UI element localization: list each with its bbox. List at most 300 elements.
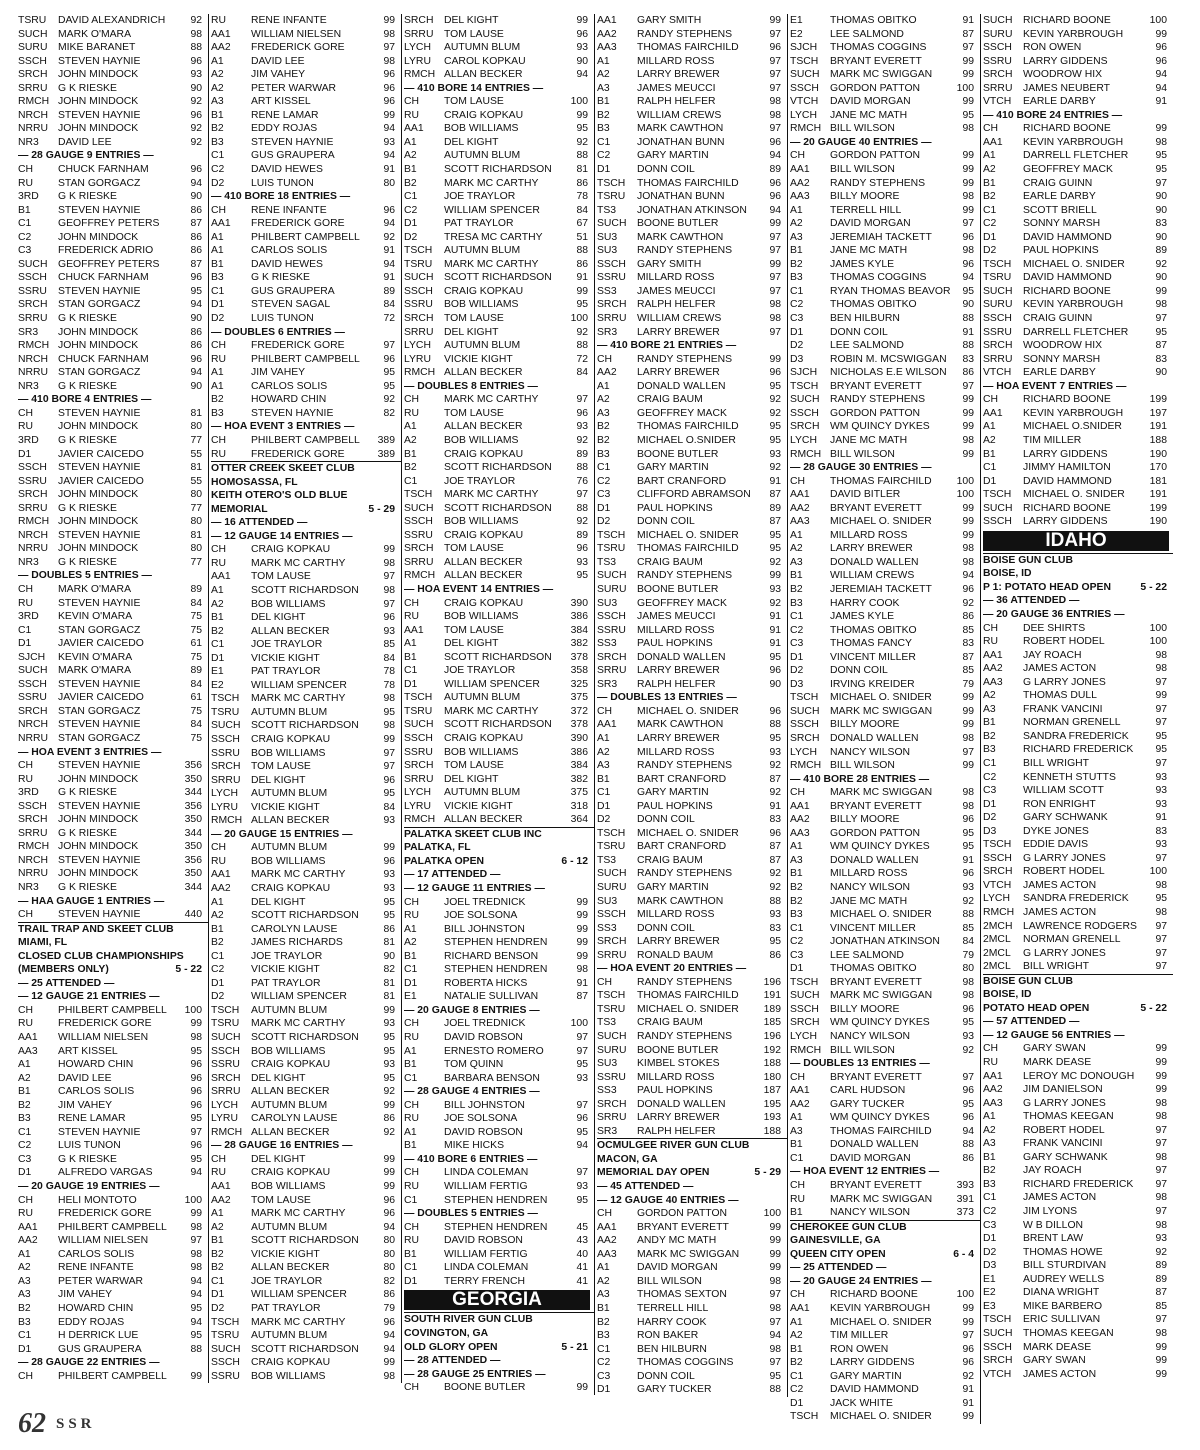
shooter-name: AUTUMN BLUM	[251, 842, 328, 854]
result-row	[790, 962, 980, 976]
shooter-name: WM QUINCY DYKES	[830, 1017, 930, 1029]
shooter-name: BILLY MOORE	[830, 814, 900, 826]
result-class: SUCH	[597, 1031, 627, 1043]
shooter-score: 378	[570, 719, 588, 731]
shooter-name: BOB WILLIAMS	[251, 1370, 326, 1382]
shooter-score: 99	[962, 1302, 974, 1314]
shooter-score: 75	[190, 611, 202, 623]
shooter-score: 99	[769, 353, 781, 365]
shooter-score: 191	[1149, 489, 1167, 501]
result-class: SSCH	[983, 42, 1012, 54]
shooter-score: 98	[190, 1248, 202, 1260]
result-class: VTCH	[790, 96, 819, 108]
shooter-score: 97	[1155, 1314, 1167, 1326]
shooter-score: 96	[383, 69, 395, 81]
result-class: B3	[790, 597, 803, 609]
shooter-score: 94	[1155, 82, 1167, 94]
result-row	[983, 1097, 1173, 1111]
shooter-score: 67	[576, 218, 588, 230]
shooter-score: 99	[962, 55, 974, 67]
shooter-name: WILLIAM CREWS	[830, 570, 915, 582]
shooter-name: DAVID LEE	[58, 1072, 112, 1084]
result-class: B2	[404, 177, 417, 189]
shooter-name: JANE MC MATH	[830, 434, 908, 446]
event-header: — 410 BORE 4 ENTRIES —	[18, 394, 152, 406]
shooter-name: NANCY WILSON	[830, 1207, 911, 1219]
shooter-name: LINDA COLEMAN	[444, 1262, 529, 1274]
shooter-score: 80	[190, 421, 202, 433]
shooter-name: THOMAS OBITKO	[830, 624, 917, 636]
result-class: SRCH	[983, 69, 1013, 81]
shooter-name: BOONE BUTLER	[637, 1044, 719, 1056]
shooter-name: BILL JOHNSTON	[444, 923, 525, 935]
shooter-name: CHUCK FARNHAM	[58, 164, 149, 176]
shooter-name: JONATHAN ATKINSON	[637, 204, 747, 216]
shooter-score: 91	[769, 638, 781, 650]
shooter-name: CARLOS SOLIS	[251, 245, 328, 257]
result-class: TSCH	[211, 1316, 240, 1328]
shooter-score: 75	[190, 651, 202, 663]
shooter-score: 93	[1155, 785, 1167, 797]
shooter-score: 86	[769, 949, 781, 961]
result-row	[211, 896, 401, 910]
event-header: — DOUBLES 13 ENTRIES —	[790, 1058, 930, 1070]
shooter-score: 99	[190, 1018, 202, 1030]
shooter-name: AUTUMN BLUM	[444, 245, 521, 257]
result-class: CH	[790, 787, 806, 799]
result-row	[597, 529, 787, 543]
result-class: CH	[18, 1194, 34, 1206]
shooter-score: 92	[576, 434, 588, 446]
result-row	[18, 881, 208, 895]
shooter-score: 95	[190, 1330, 202, 1342]
result-row	[790, 448, 980, 462]
shooter-name: MARK MC SWIGGAN	[830, 990, 933, 1002]
result-row	[597, 569, 787, 583]
shooter-score: 91	[769, 800, 781, 812]
result-row	[790, 1084, 980, 1098]
result-row	[597, 326, 787, 340]
result-class: A2	[983, 1124, 996, 1136]
result-row	[404, 813, 594, 827]
shooter-name: DONN COIL	[637, 1370, 695, 1382]
result-row	[790, 637, 980, 651]
result-row	[983, 190, 1173, 204]
result-row	[790, 1193, 980, 1207]
shooter-score: 92	[383, 394, 395, 406]
result-class: SUCH	[983, 285, 1013, 297]
result-row	[790, 1016, 980, 1030]
result-row	[790, 678, 980, 692]
result-row	[211, 271, 401, 285]
result-class: C3	[790, 638, 804, 650]
shooter-name: RICHARD BOONE	[1023, 15, 1111, 26]
result-class: AA3	[597, 42, 617, 54]
shooter-score: 193	[763, 1112, 781, 1124]
result-class: AA2	[790, 177, 810, 189]
shooter-score: 382	[570, 773, 588, 785]
result-row	[404, 1017, 594, 1031]
shooter-score: 97	[769, 231, 781, 243]
shooter-name: EARLE DARBY	[1023, 191, 1096, 203]
result-row	[597, 448, 787, 462]
result-row	[597, 244, 787, 258]
result-class: B2	[404, 462, 417, 474]
result-class: SUCH	[983, 502, 1013, 514]
result-class: SUCH	[597, 570, 627, 582]
shooter-name: THOMAS KEEGAN	[1023, 1327, 1114, 1339]
shooter-name: MARK DEASE	[1023, 1057, 1092, 1069]
result-class: TSCH	[597, 529, 626, 541]
result-class: D2	[790, 665, 804, 677]
result-class: D1	[790, 651, 804, 663]
result-row	[597, 1302, 787, 1316]
shoot-info	[597, 1166, 787, 1180]
result-class: E1	[211, 666, 224, 678]
shooter-name: BOB WILLIAMS	[251, 1181, 326, 1193]
shooter-name: DONALD WALLEN	[830, 1139, 919, 1151]
result-class: A2	[18, 1262, 31, 1274]
result-class: SRCH	[790, 732, 820, 744]
shooter-name: JAMES KYLE	[830, 258, 895, 270]
result-row	[18, 867, 208, 881]
result-class: A2	[211, 69, 224, 81]
result-row	[211, 1099, 401, 1113]
result-row	[597, 285, 787, 299]
shooter-score: 97	[576, 394, 588, 406]
result-class: CH	[404, 394, 420, 406]
shooter-name: VINCENT MILLER	[830, 651, 916, 663]
result-class: D3	[983, 825, 997, 837]
shooter-name: KEVIN O'MARA	[58, 611, 133, 623]
shooter-name: JIM LYONS	[1023, 1206, 1078, 1218]
result-row	[18, 231, 208, 245]
shooter-name: SCOTT RICHARDSON	[444, 462, 552, 474]
result-row	[790, 976, 980, 990]
shooter-name: THOMAS FAIRCHILD	[637, 421, 739, 433]
shooter-score: 93	[962, 1031, 974, 1043]
shooter-name: DEL KIGHT	[251, 774, 306, 786]
result-class: AA1	[790, 1085, 810, 1097]
shoot-date: 5 - 29	[368, 503, 395, 515]
shooter-name: TOM LAUSE	[251, 1194, 311, 1206]
shooter-name: DONALD WALLEN	[637, 651, 726, 663]
result-class: RMCH	[18, 516, 50, 528]
shooter-score: 95	[576, 570, 588, 582]
result-class: SRRU	[983, 353, 1013, 365]
shooter-name: ALLAN BECKER	[251, 1262, 330, 1274]
result-row	[211, 95, 401, 109]
shooter-score: 100	[184, 1004, 202, 1016]
shoot-date: 6 - 12	[561, 855, 588, 867]
result-row	[983, 947, 1173, 961]
shooter-score: 99	[383, 1181, 395, 1193]
shooter-name: JOHN MINDOCK	[58, 841, 139, 853]
result-class: SUCH	[404, 272, 434, 284]
shooter-name: STAN GORGACZ	[58, 177, 141, 189]
shooter-score: 99	[383, 1357, 395, 1369]
result-class: SRCH	[790, 421, 820, 433]
event-header: — 28 GAUGE 16 ENTRIES —	[211, 1140, 353, 1152]
shooter-score: 373	[956, 1207, 974, 1219]
shooter-score: 72	[383, 313, 395, 325]
shoot-info	[404, 841, 594, 855]
shooter-name: PETER WARWAR	[58, 1275, 144, 1287]
result-row	[790, 1343, 980, 1357]
shooter-name: STEVEN HAYNIE	[58, 109, 141, 121]
shooter-score: 84	[190, 597, 202, 609]
result-row	[597, 935, 787, 949]
result-row	[983, 434, 1173, 448]
shooter-score: 98	[962, 976, 974, 988]
shooter-name: JOHN MINDOCK	[58, 69, 139, 81]
result-class: A1	[211, 367, 224, 379]
shooter-score: 100	[1149, 622, 1167, 634]
result-class: LYCH	[790, 746, 817, 758]
result-row	[404, 285, 594, 299]
shooter-score: 81	[383, 977, 395, 989]
shooter-name: GARY SCHWANK	[1023, 812, 1108, 824]
shooter-name: EDDY ROJAS	[58, 1316, 125, 1328]
event-header: — 36 ATTENDED —	[983, 595, 1080, 607]
club-name: BOISE GUN CLUB	[983, 974, 1173, 989]
shooter-name: DEL KIGHT	[444, 773, 499, 785]
shooter-score: 97	[1155, 934, 1167, 946]
shooter-score: 79	[383, 1302, 395, 1314]
shooter-name: AUTUMN BLUM	[444, 340, 521, 352]
result-class: C1	[211, 150, 225, 162]
shooter-name: ALLAN BECKER	[251, 1086, 330, 1098]
result-class: SRCH	[18, 705, 48, 717]
result-class: TSCH	[790, 1411, 819, 1423]
club-name: OTTER CREEK SKEET CLUB	[211, 461, 401, 476]
shooter-name: GUS GRAUPERA	[251, 150, 335, 162]
shooter-name: DAVID HAMMOND	[830, 1384, 919, 1396]
shooter-name: JOHN MINDOCK	[58, 814, 139, 826]
result-class: RU	[983, 636, 999, 648]
event-header: — 28 GAUGE 25 ENTRIES —	[404, 1368, 546, 1380]
shooter-score: 94	[576, 69, 588, 81]
result-row	[18, 556, 208, 570]
shooter-score: 375	[570, 787, 588, 799]
shooter-score: 100	[1149, 636, 1167, 648]
result-class: NRCH	[18, 529, 49, 541]
shooter-name: TIM MILLER	[830, 1330, 889, 1342]
result-row	[404, 569, 594, 583]
shooter-name: BOONE BUTLER	[637, 218, 719, 230]
shooter-name: BOB WILLIAMS	[444, 611, 519, 623]
result-class: SSRU	[404, 299, 433, 311]
result-row	[211, 136, 401, 150]
result-class: CH	[404, 896, 420, 908]
shooter-name: CARLOS SOLIS	[58, 1248, 135, 1260]
result-row	[404, 1126, 594, 1140]
result-row	[983, 271, 1173, 285]
result-row	[790, 177, 980, 191]
shooter-name: RICHARD BOONE	[1023, 123, 1111, 135]
result-class: A2	[597, 69, 610, 81]
shooter-name: SCOTT RICHARDSON	[251, 584, 359, 596]
shooter-score: 92	[769, 760, 781, 772]
result-row	[597, 420, 787, 434]
shooter-score: 99	[962, 760, 974, 772]
shooter-score: 91	[1155, 96, 1167, 108]
shooter-score: 95	[190, 1153, 202, 1165]
shooter-score: 440	[184, 909, 202, 921]
result-row	[983, 515, 1173, 529]
shooter-score: 90	[190, 313, 202, 325]
result-class: A3	[597, 760, 610, 772]
shooter-score: 96	[962, 868, 974, 880]
result-row	[790, 989, 980, 1003]
shooter-name: THOMAS KEEGAN	[1023, 1111, 1114, 1123]
result-row	[211, 625, 401, 639]
result-class: A2	[790, 218, 803, 230]
result-class: TSCH	[211, 693, 240, 705]
shooter-name: BOB WILLIAMS	[444, 299, 519, 311]
result-class: AA2	[790, 502, 810, 514]
shooter-score: 91	[383, 245, 395, 257]
shooter-name: FREDERICK GORE	[251, 42, 345, 54]
result-row	[790, 556, 980, 570]
result-class: NR3	[18, 380, 39, 392]
shooter-score: 90	[769, 678, 781, 690]
shooter-score: 98	[962, 123, 974, 135]
shooter-name: WILLIAM NIELSEN	[251, 28, 342, 40]
result-class: CH	[790, 1071, 806, 1083]
shoot-info-text: CLOSED CLUB CHAMPIONSHIPS	[18, 950, 184, 962]
shooter-name: LUIS TUNON	[251, 313, 314, 325]
result-row	[790, 285, 980, 299]
result-row	[790, 68, 980, 82]
shooter-name: JOHN MINDOCK	[58, 96, 139, 108]
result-row	[211, 1166, 401, 1180]
result-row	[18, 1017, 208, 1031]
result-class: D2	[790, 340, 804, 352]
result-class: AA3	[597, 1248, 617, 1260]
result-class: CH	[983, 394, 999, 406]
result-class: CH	[597, 353, 613, 365]
shooter-name: LARRY BREWER	[637, 936, 720, 948]
result-class: SUCH	[790, 69, 820, 81]
shooter-score: 93	[576, 1072, 588, 1084]
result-class: C1	[18, 624, 32, 636]
state-banner: GEORGIA	[404, 1290, 590, 1310]
result-class: A1	[404, 1045, 417, 1057]
shooter-name: NICHOLAS E.E WILSON	[830, 367, 947, 379]
result-row	[18, 312, 208, 326]
shooter-score: 95	[383, 788, 395, 800]
shooter-name: GARY MARTIN	[637, 462, 709, 474]
result-row	[597, 624, 787, 638]
result-row	[790, 1138, 980, 1152]
result-row	[597, 583, 787, 597]
shooter-name: MARK MC SWIGGAN	[830, 69, 933, 81]
shooter-score: 92	[769, 868, 781, 880]
shooter-score: 88	[576, 245, 588, 257]
result-row	[211, 231, 401, 245]
shooter-name: BEN HILBURN	[637, 1343, 707, 1355]
shooter-score: 99	[576, 910, 588, 922]
shooter-score: 96	[383, 774, 395, 786]
result-row	[983, 906, 1173, 920]
result-row	[983, 95, 1173, 109]
result-row	[404, 515, 594, 529]
shoot-info	[790, 1248, 980, 1262]
result-row	[404, 231, 594, 245]
result-class: SRCH	[18, 69, 48, 81]
result-class: SUCH	[983, 15, 1013, 26]
result-class: C2	[790, 624, 804, 636]
shooter-name: THOMAS FAIRCHILD	[637, 42, 739, 54]
result-class: SSCH	[790, 719, 819, 731]
shooter-name: GEOFFREY PETERS	[58, 258, 160, 270]
shooter-score: 80	[383, 1235, 395, 1247]
event-header: — 25 ATTENDED —	[18, 977, 115, 989]
result-row	[983, 1137, 1173, 1151]
shooter-name: LARRY GIDDENS	[1023, 516, 1108, 528]
result-row	[211, 1194, 401, 1208]
shooter-score: 93	[769, 909, 781, 921]
result-row	[790, 515, 980, 529]
shooter-score: 92	[190, 96, 202, 108]
shooter-name: CRAIG KOPKAU	[444, 529, 524, 541]
result-row	[983, 231, 1173, 245]
shooter-score: 45	[576, 1221, 588, 1233]
result-row	[983, 933, 1173, 947]
result-row	[597, 1343, 787, 1357]
result-row	[983, 1219, 1173, 1233]
shooter-name: PAUL HOPKINS	[1023, 245, 1099, 257]
result-row	[211, 543, 401, 557]
event-header: — DOUBLES 8 ENTRIES —	[404, 380, 538, 392]
result-class: SSRU	[597, 624, 626, 636]
shooter-name: THOMAS FAIRCHILD	[637, 543, 739, 555]
result-class: B3	[18, 1113, 31, 1125]
result-class: SSCH	[18, 678, 47, 690]
shooter-score: 97	[769, 326, 781, 338]
shooter-score: 84	[190, 678, 202, 690]
shooter-name: SCOTT RICHARDSON	[251, 910, 359, 922]
result-class: TSCH	[597, 990, 626, 1002]
result-class: C1	[404, 1262, 418, 1274]
result-row	[211, 747, 401, 761]
shooter-name: MARK MC SWIGGAN	[830, 1193, 933, 1205]
shooter-score: 95	[769, 732, 781, 744]
result-class: AA2	[211, 883, 231, 894]
result-class: RU	[211, 448, 227, 460]
shooter-score: 188	[763, 1125, 781, 1137]
shoot-info	[18, 950, 208, 964]
shooter-name: BOONE BUTLER	[637, 583, 719, 595]
result-class: SU3	[597, 895, 618, 907]
result-row	[597, 190, 787, 204]
shooter-score: 84	[576, 367, 588, 379]
result-class: AA2	[211, 1194, 231, 1206]
shooter-score: 98	[1155, 879, 1167, 891]
result-row	[983, 258, 1173, 272]
result-row	[404, 990, 594, 1004]
shooter-name: VICKIE KIGHT	[251, 1248, 320, 1260]
result-row	[211, 1017, 401, 1031]
shooter-score: 86	[190, 204, 202, 216]
shooter-name: BOB WILLIAMS	[251, 855, 326, 867]
shooter-score: 83	[1155, 353, 1167, 365]
shooter-name: GORDON PATTON	[830, 82, 921, 94]
result-class: TSRU	[597, 543, 626, 555]
result-class: A1	[404, 136, 417, 148]
shooter-name: RENE INFANTE	[251, 204, 327, 216]
